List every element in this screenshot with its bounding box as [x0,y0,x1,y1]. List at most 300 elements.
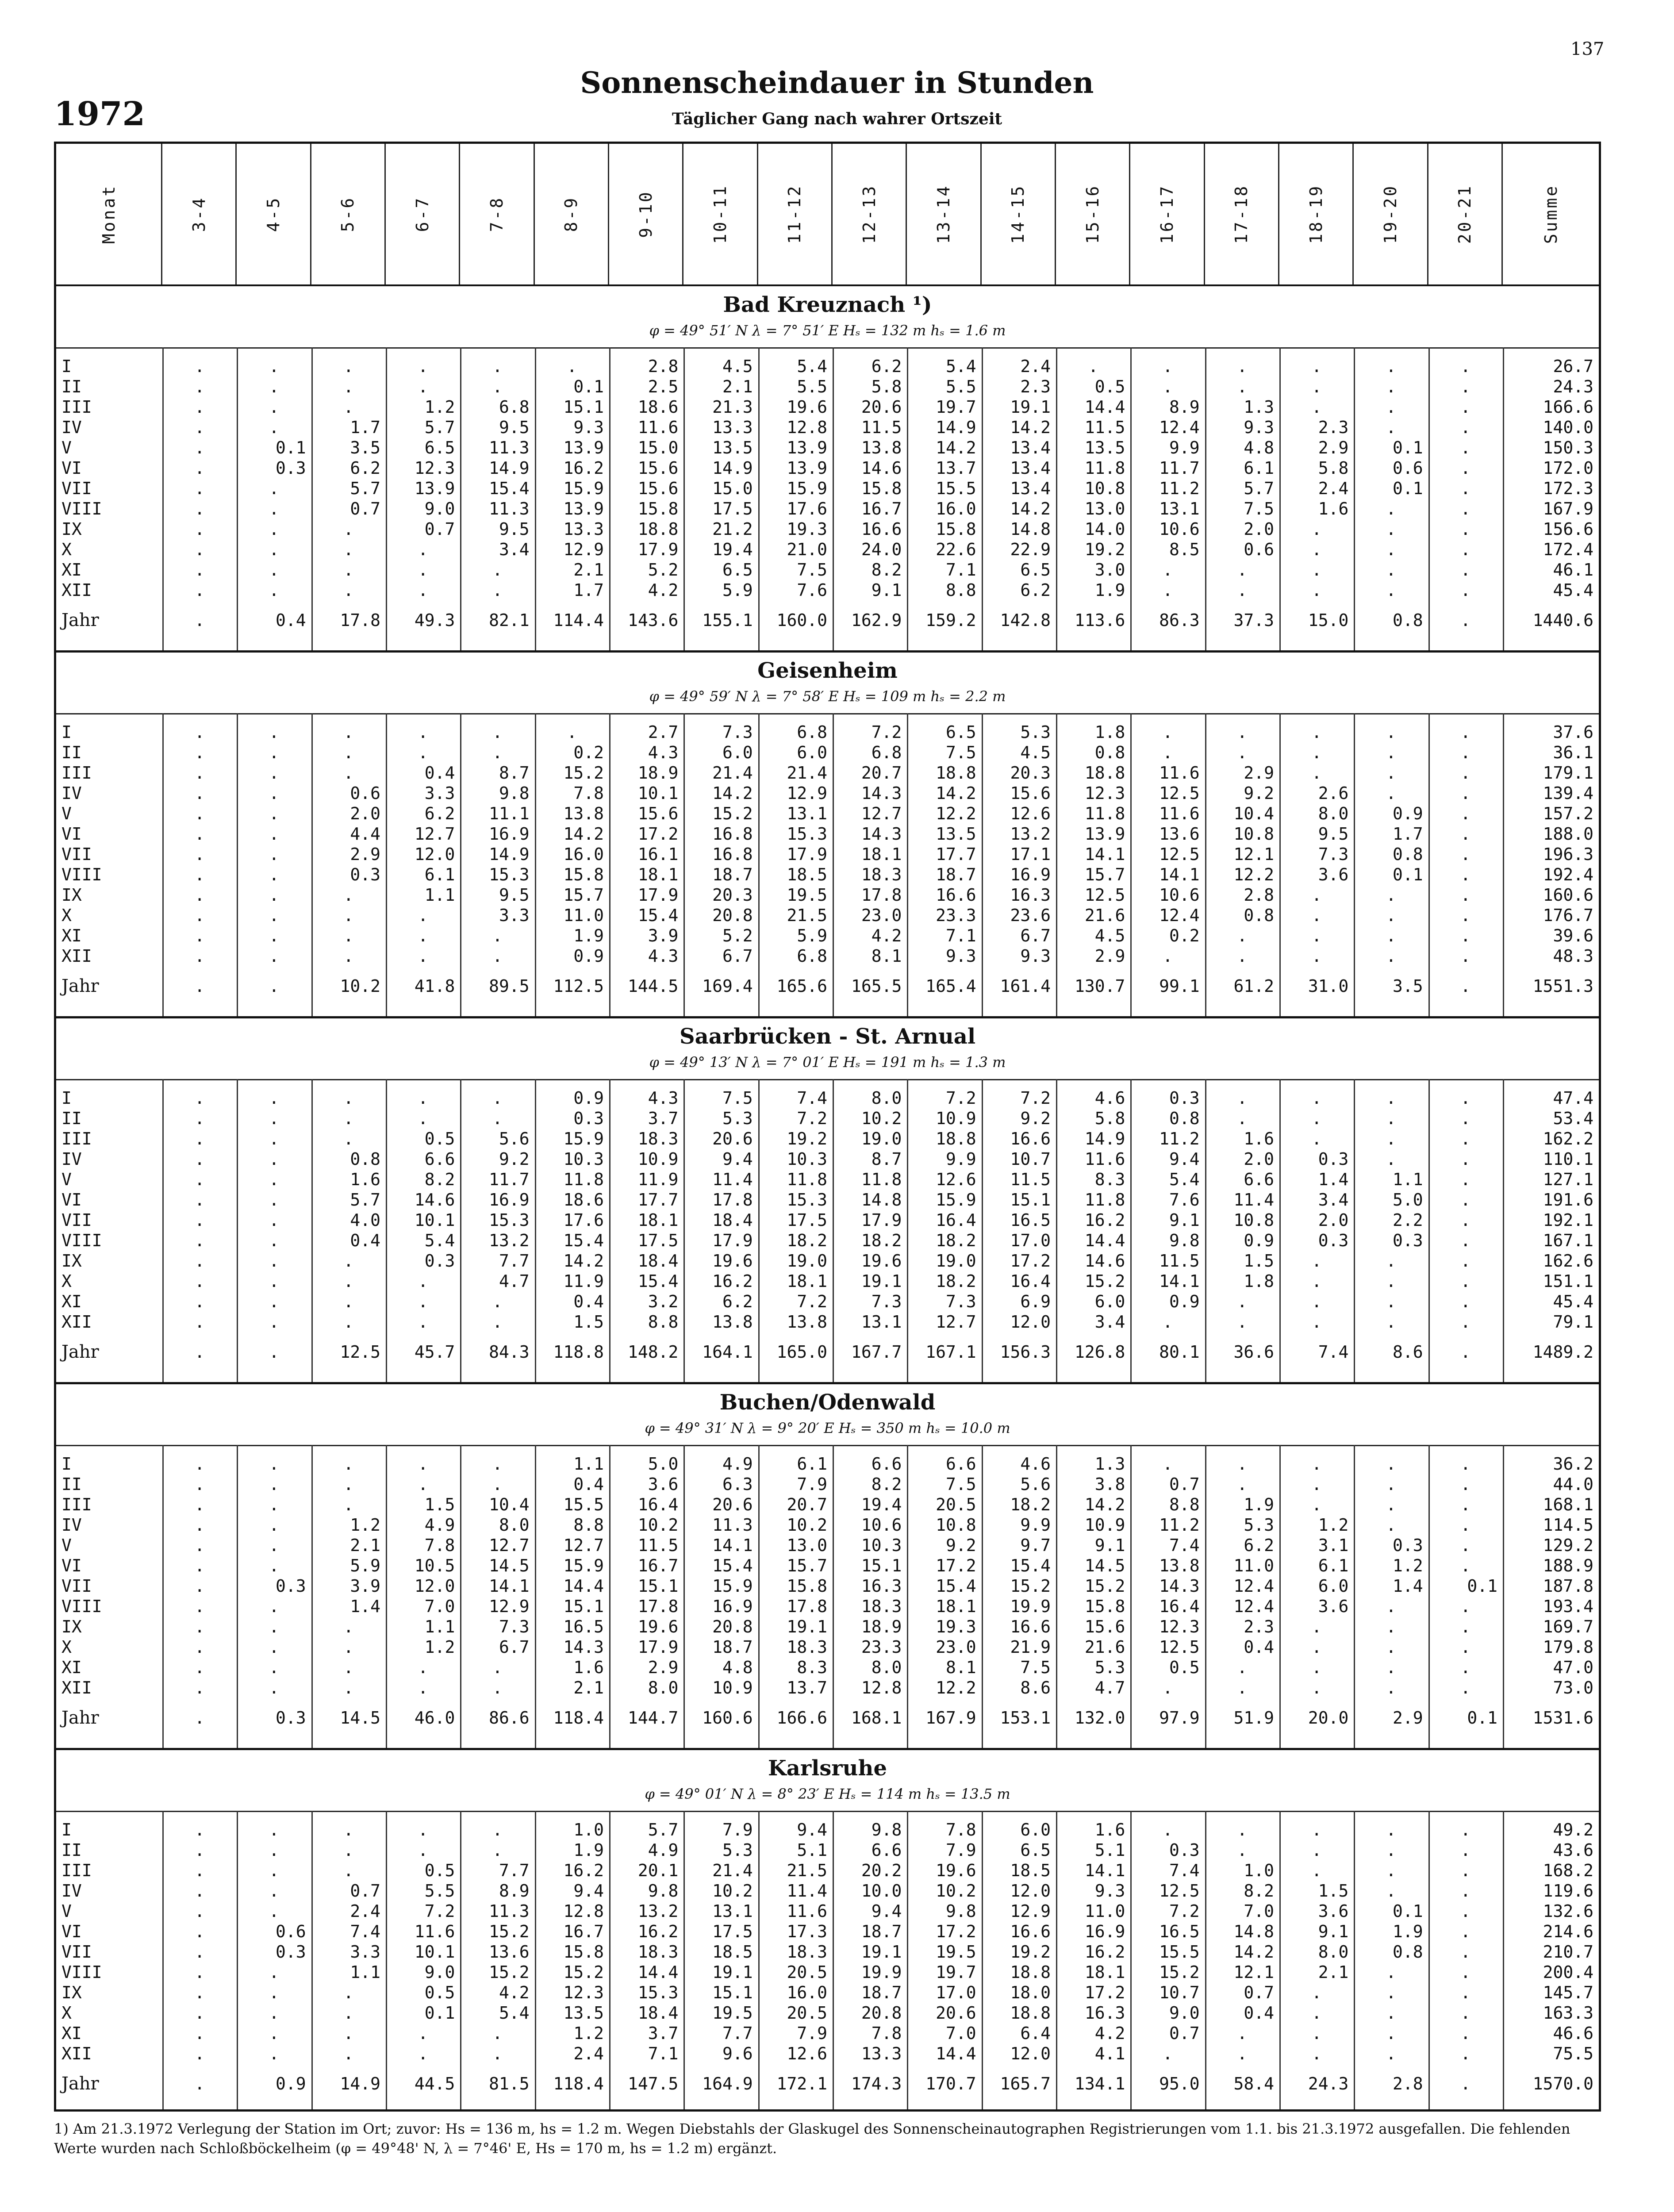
value-cell: 18.8 [637,519,679,539]
value-cell: . [1163,1678,1173,1697]
station-header-divider [56,1445,1599,1446]
value-cell: 13.0 [787,1536,827,1555]
value-cell: 6.7 [722,946,753,966]
value-cell: 19.7 [936,397,976,417]
value-cell: . [194,1861,205,1880]
value-cell: . [1460,1861,1471,1880]
month-label: II [61,377,82,396]
value-cell: 16.6 [1010,1922,1051,1941]
value-cell: 15.3 [637,1983,679,2002]
value-cell: 9.8 [1169,1231,1200,1250]
value-cell: . [1311,560,1322,580]
value-cell: 0.7 [1169,2024,1200,2043]
value-cell: 10.1 [637,783,679,803]
value-cell: 19.5 [712,2003,753,2023]
year-total-row [56,610,1599,630]
value-cell: 14.2 [563,824,604,844]
value-cell: 15.2 [563,1962,604,1982]
value-cell: 16.6 [1010,1129,1051,1148]
value-cell: . [1386,783,1396,803]
value-cell: 19.0 [861,1129,902,1148]
value-cell: 5.6 [499,1129,530,1148]
value-cell: 10.1 [414,1942,455,1962]
value-cell: 2.4 [1318,479,1349,498]
value-cell: . [269,1475,279,1494]
value-cell: . [343,2003,354,2023]
value-cell: 11.4 [787,1881,827,1901]
value-cell: 0.8 [1094,743,1125,762]
month-row [56,478,1599,499]
value-cell: 19.0 [787,1251,827,1271]
value-cell: 19.1 [861,1942,902,1962]
value-cell: 1.1 [1393,1170,1423,1189]
value-cell: 9.1 [1094,1536,1125,1555]
month-row [56,2043,1599,2064]
value-cell: . [343,540,354,559]
value-cell: 8.5 [1169,540,1200,559]
value-cell: . [343,1454,354,1474]
value-cell: . [269,1210,279,1230]
value-cell: 14.4 [1084,397,1125,417]
value-cell: . [343,1251,354,1271]
value-cell: . [194,479,205,498]
value-cell: 9.0 [424,499,455,518]
value-cell: 170.7 [925,2074,976,2093]
value-cell: 9.5 [499,885,530,905]
value-cell: 118.8 [553,1342,604,1362]
month-label: VIII [61,499,102,518]
value-cell: 16.9 [712,1597,753,1616]
value-cell: 9.9 [1169,438,1200,457]
value-cell: . [1460,1292,1471,1311]
value-cell: 15.9 [936,1190,976,1210]
value-cell: . [418,1475,428,1494]
value-cell: . [492,1840,503,1860]
value-cell: 13.8 [1159,1556,1200,1575]
value-cell: . [194,2074,205,2093]
value-cell: 3.5 [1393,976,1423,996]
value-cell: . [269,1637,279,1657]
value-cell: . [269,1149,279,1169]
value-cell: 13.9 [787,438,827,457]
value-cell: . [418,946,428,966]
sum-cell: 214.6 [1543,1922,1593,1941]
value-cell: . [1237,1475,1248,1494]
month-label: II [61,743,82,762]
station-name: Bad Kreuznach ¹) [723,292,932,317]
value-cell: 15.4 [563,1231,604,1250]
value-cell: 4.9 [722,1454,753,1474]
value-cell: 15.6 [637,479,679,498]
value-cell: 3.3 [499,906,530,925]
value-cell: 6.6 [946,1454,976,1474]
value-cell: 5.0 [1393,1190,1423,1210]
value-cell: . [269,1861,279,1880]
value-cell: . [1460,722,1471,742]
value-cell: 14.2 [936,783,976,803]
value-cell: . [194,946,205,966]
value-cell: 12.1 [1233,845,1274,864]
value-cell: 7.7 [722,2024,753,2043]
value-cell: 7.8 [946,1820,976,1839]
month-label: IX [61,1983,82,2002]
value-cell: 12.3 [414,458,455,478]
value-cell: . [343,906,354,925]
value-cell: 3.8 [1094,1475,1125,1494]
value-cell: . [1386,1312,1396,1332]
month-label: VI [61,1556,82,1575]
value-cell: . [492,1678,503,1697]
value-cell: . [1460,1251,1471,1271]
value-cell: 19.3 [936,1617,976,1636]
value-cell: 15.8 [936,519,976,539]
value-cell: 7.2 [871,722,902,742]
value-cell: 18.1 [1084,1962,1125,1982]
value-cell: 3.1 [1318,1536,1349,1555]
value-cell: 20.3 [712,885,753,905]
value-cell: 6.1 [797,1454,827,1474]
value-cell: 12.8 [861,1678,902,1697]
value-cell: 12.5 [340,1342,380,1362]
value-cell: 13.4 [1010,438,1051,457]
value-cell: 21.4 [712,1861,753,1880]
value-cell: 14.6 [861,458,902,478]
value-cell: . [269,946,279,966]
value-cell: 13.3 [861,2044,902,2063]
year-total-label: Jahr [61,2074,99,2094]
value-cell: 15.6 [1010,783,1051,803]
value-cell: 3.6 [1318,1597,1349,1616]
value-cell: 8.0 [871,1658,902,1677]
value-cell: . [492,1312,503,1332]
value-cell: 20.3 [1010,763,1051,783]
value-cell: . [1386,519,1396,539]
value-cell: . [269,804,279,823]
value-cell: 16.5 [1010,1210,1051,1230]
value-cell: . [1386,885,1396,905]
value-cell: . [1460,560,1471,580]
value-cell: 6.8 [797,722,827,742]
footnote: 1) Am 21.3.1972 Verlegung der Station im Ort; zuvor: Hs = 136 m, hs = 1.2 m. Wegen Diebstahls der Glaskugel des Sonnenscheinautographen Registrierungen vom 1.1. bis 21.3.1972 ausgefallen. Die fehlenden Werte wurden nach Schloßböckelheim (φ = 49°48' N, λ = 7°46' E, Hs = 170 m, hs = 1.2 m) ergänzt. [54,2120,1570,2157]
value-cell: 17.5 [712,499,753,518]
month-row [56,1921,1599,1942]
value-cell: . [1460,1901,1471,1921]
value-cell: 13.1 [712,1901,753,1921]
value-cell: . [343,1475,354,1494]
value-cell: . [194,1658,205,1677]
value-cell: 12.3 [1084,783,1125,803]
value-cell: 1.5 [1318,1881,1349,1901]
value-cell: 20.7 [787,1495,827,1514]
value-cell: . [1311,946,1322,966]
value-cell: 4.4 [350,824,380,844]
value-cell: 11.1 [489,804,530,823]
value-cell: . [343,1088,354,1108]
value-cell: 16.2 [1084,1210,1125,1230]
value-cell: . [1311,377,1322,396]
value-cell: 16.3 [1084,2003,1125,2023]
value-cell: 7.5 [946,743,976,762]
value-cell: 15.4 [637,906,679,925]
value-cell: . [343,722,354,742]
value-cell: 9.9 [1020,1515,1051,1535]
column-header [1279,144,1354,284]
value-cell: 160.0 [776,611,827,630]
month-row [56,1962,1599,1982]
value-cell: . [194,906,205,925]
value-cell: . [1386,1861,1396,1880]
month-label: II [61,1840,82,1860]
value-cell: . [492,357,503,376]
value-cell: 0.3 [276,1576,306,1596]
value-cell: . [1311,1271,1322,1291]
sum-cell: 169.7 [1543,1617,1593,1636]
value-cell: 20.5 [787,1962,827,1982]
value-cell: 164.9 [702,2074,753,2093]
value-cell: 18.6 [637,397,679,417]
value-cell: . [269,1962,279,1982]
month-row [56,1494,1599,1515]
value-cell: . [343,1495,354,1514]
value-cell: . [343,885,354,905]
value-cell: 19.5 [787,885,827,905]
value-cell: 17.8 [637,1597,679,1616]
value-cell: . [194,1088,205,1108]
sum-cell: 36.1 [1553,743,1593,762]
value-cell: 12.7 [414,824,455,844]
value-cell: 18.4 [637,2003,679,2023]
value-cell: . [1460,2044,1471,2063]
value-cell: . [269,397,279,417]
value-cell: . [1386,946,1396,966]
station-coordinates: φ = 49° 51′ N λ = 7° 51′ E Hₛ = 132 m hₛ = 1.6 m [649,322,1006,339]
value-cell: 11.0 [563,906,604,925]
value-cell: 5.9 [722,580,753,600]
value-cell: . [1386,560,1396,580]
column-header [982,144,1056,284]
value-cell: 0.1 [1393,438,1423,457]
value-cell: 6.7 [1020,926,1051,945]
value-cell: . [269,926,279,945]
value-cell: 6.5 [1020,560,1051,580]
value-cell: . [269,763,279,783]
value-cell: 2.0 [350,804,380,823]
value-cell: 11.8 [1084,1190,1125,1210]
value-cell: 4.2 [648,580,679,600]
value-cell: 9.3 [946,946,976,966]
value-cell: 5.2 [722,926,753,945]
value-cell: 15.2 [489,1962,530,1982]
month-row [56,783,1599,803]
value-cell: 10.2 [637,1515,679,1535]
value-cell: 17.7 [637,1190,679,1210]
value-cell: 2.9 [1393,1708,1423,1728]
value-cell: 0.8 [1244,906,1274,925]
value-cell: . [343,1840,354,1860]
value-cell: 7.9 [722,1820,753,1839]
column-header-label: 12-13 [859,184,879,244]
value-cell: . [492,743,503,762]
value-cell: 18.3 [787,1637,827,1657]
value-cell: . [1460,1617,1471,1636]
value-cell: . [1311,1658,1322,1677]
month-row [56,1535,1599,1555]
value-cell: 7.3 [871,1292,902,1311]
value-cell: 0.3 [276,1708,306,1728]
value-cell: 144.5 [627,976,679,996]
sum-cell: 46.6 [1553,2024,1593,2043]
value-cell: 10.8 [1233,824,1274,844]
page-number: 137 [1570,39,1605,59]
value-cell: 9.4 [722,1149,753,1169]
value-cell: 165.6 [776,976,827,996]
value-cell: . [1163,1454,1173,1474]
value-cell: 46.0 [414,1708,455,1728]
sum-cell: 188.0 [1543,824,1593,844]
value-cell: 19.0 [936,1251,976,1271]
month-label: XII [61,2044,92,2063]
value-cell: 168.1 [851,1708,902,1728]
value-cell: 2.5 [648,377,679,396]
value-cell: 1.7 [350,418,380,437]
value-cell: 8.0 [1318,804,1349,823]
value-cell: . [1386,1454,1396,1474]
value-cell: 18.7 [712,865,753,884]
value-cell: 11.9 [563,1271,604,1291]
value-cell: . [1460,1820,1471,1839]
value-cell: 20.5 [787,2003,827,2023]
value-cell: 1.6 [1318,499,1349,518]
value-cell: 0.8 [1393,1942,1423,1962]
value-cell: . [1460,1312,1471,1332]
value-cell: . [1163,560,1173,580]
value-cell: . [194,1495,205,1514]
value-cell: . [1311,763,1322,783]
value-cell: 11.2 [1159,1515,1200,1535]
value-cell: . [1460,1556,1471,1575]
month-row [56,844,1599,864]
value-cell: 6.0 [1020,1820,1051,1839]
value-cell: 80.1 [1159,1342,1200,1362]
column-header-label: 3-4 [189,196,209,232]
value-cell: 0.1 [1467,1576,1497,1596]
value-cell: . [194,1881,205,1901]
month-label: V [61,438,72,457]
value-cell: . [194,458,205,478]
value-cell: 18.7 [712,1637,753,1657]
value-cell: 0.1 [1393,479,1423,498]
value-cell: . [1311,722,1322,742]
value-cell: . [194,1109,205,1128]
value-cell: 18.4 [712,1210,753,1230]
value-cell: . [343,1637,354,1657]
value-cell: 18.3 [637,1129,679,1148]
value-cell: . [1163,1820,1173,1839]
value-cell: 14.8 [1233,1922,1274,1941]
value-cell: . [1311,743,1322,762]
value-cell: 13.6 [1159,824,1200,844]
value-cell: 13.4 [1010,458,1051,478]
column-header-label: 6-7 [412,196,432,232]
value-cell: . [1386,1678,1396,1697]
value-cell: 10.9 [712,1678,753,1697]
value-cell: 0.8 [1393,611,1423,630]
month-label: XI [61,1658,82,1677]
value-cell: 21.3 [712,397,753,417]
value-cell: . [418,1678,428,1697]
value-cell: 14.2 [936,438,976,457]
value-cell: 7.4 [1318,1342,1349,1362]
value-cell: 16.6 [936,885,976,905]
value-cell: 17.6 [563,1210,604,1230]
value-cell: . [492,560,503,580]
value-cell: . [194,1342,205,1362]
value-cell: 167.1 [925,1342,976,1362]
value-cell: 3.3 [424,783,455,803]
value-cell: . [418,1292,428,1311]
value-cell: 9.1 [1169,1210,1200,1230]
value-cell: 12.9 [1010,1901,1051,1921]
value-cell: . [269,865,279,884]
value-cell: . [418,906,428,925]
value-cell: . [1386,763,1396,783]
value-cell: 5.7 [424,418,455,437]
value-cell: 10.2 [936,1881,976,1901]
value-cell: 15.4 [936,1576,976,1596]
value-cell: 8.8 [1169,1495,1200,1514]
value-cell: 11.7 [1159,458,1200,478]
value-cell: 8.2 [871,560,902,580]
sum-cell: 110.1 [1543,1149,1593,1169]
value-cell: 4.9 [648,1840,679,1860]
value-cell: 24.0 [861,540,902,559]
month-label: I [61,1820,72,1839]
value-cell: . [343,1271,354,1291]
value-cell: 11.8 [1084,804,1125,823]
value-cell: 12.3 [563,1983,604,2002]
value-cell: . [1311,1454,1322,1474]
value-cell: 0.7 [1169,1475,1200,1494]
value-cell: . [1311,519,1322,539]
value-cell: 18.2 [936,1231,976,1250]
value-cell: 159.2 [925,611,976,630]
value-cell: 5.4 [797,357,827,376]
value-cell: 12.7 [489,1536,530,1555]
value-cell: . [1386,499,1396,518]
station-name: Geisenheim [757,658,898,683]
value-cell: 15.4 [637,1271,679,1291]
value-cell: 18.4 [637,1251,679,1271]
month-row [56,1108,1599,1129]
value-cell: 13.7 [787,1678,827,1697]
value-cell: 1.5 [573,1312,604,1332]
value-cell: 166.6 [776,1708,827,1728]
value-cell: . [492,2024,503,2043]
value-cell: . [418,722,428,742]
value-cell: 6.3 [722,1475,753,1494]
value-cell: 5.5 [946,377,976,396]
value-cell: . [269,1292,279,1311]
section-divider [56,650,1599,653]
sum-cell: 1570.0 [1532,2074,1593,2093]
value-cell: 16.6 [861,519,902,539]
value-cell: 86.3 [1159,611,1200,630]
value-cell: 6.2 [350,458,380,478]
value-cell: . [343,1109,354,1128]
value-cell: . [1460,2024,1471,2043]
value-cell: . [1386,1658,1396,1677]
value-cell: . [1311,540,1322,559]
